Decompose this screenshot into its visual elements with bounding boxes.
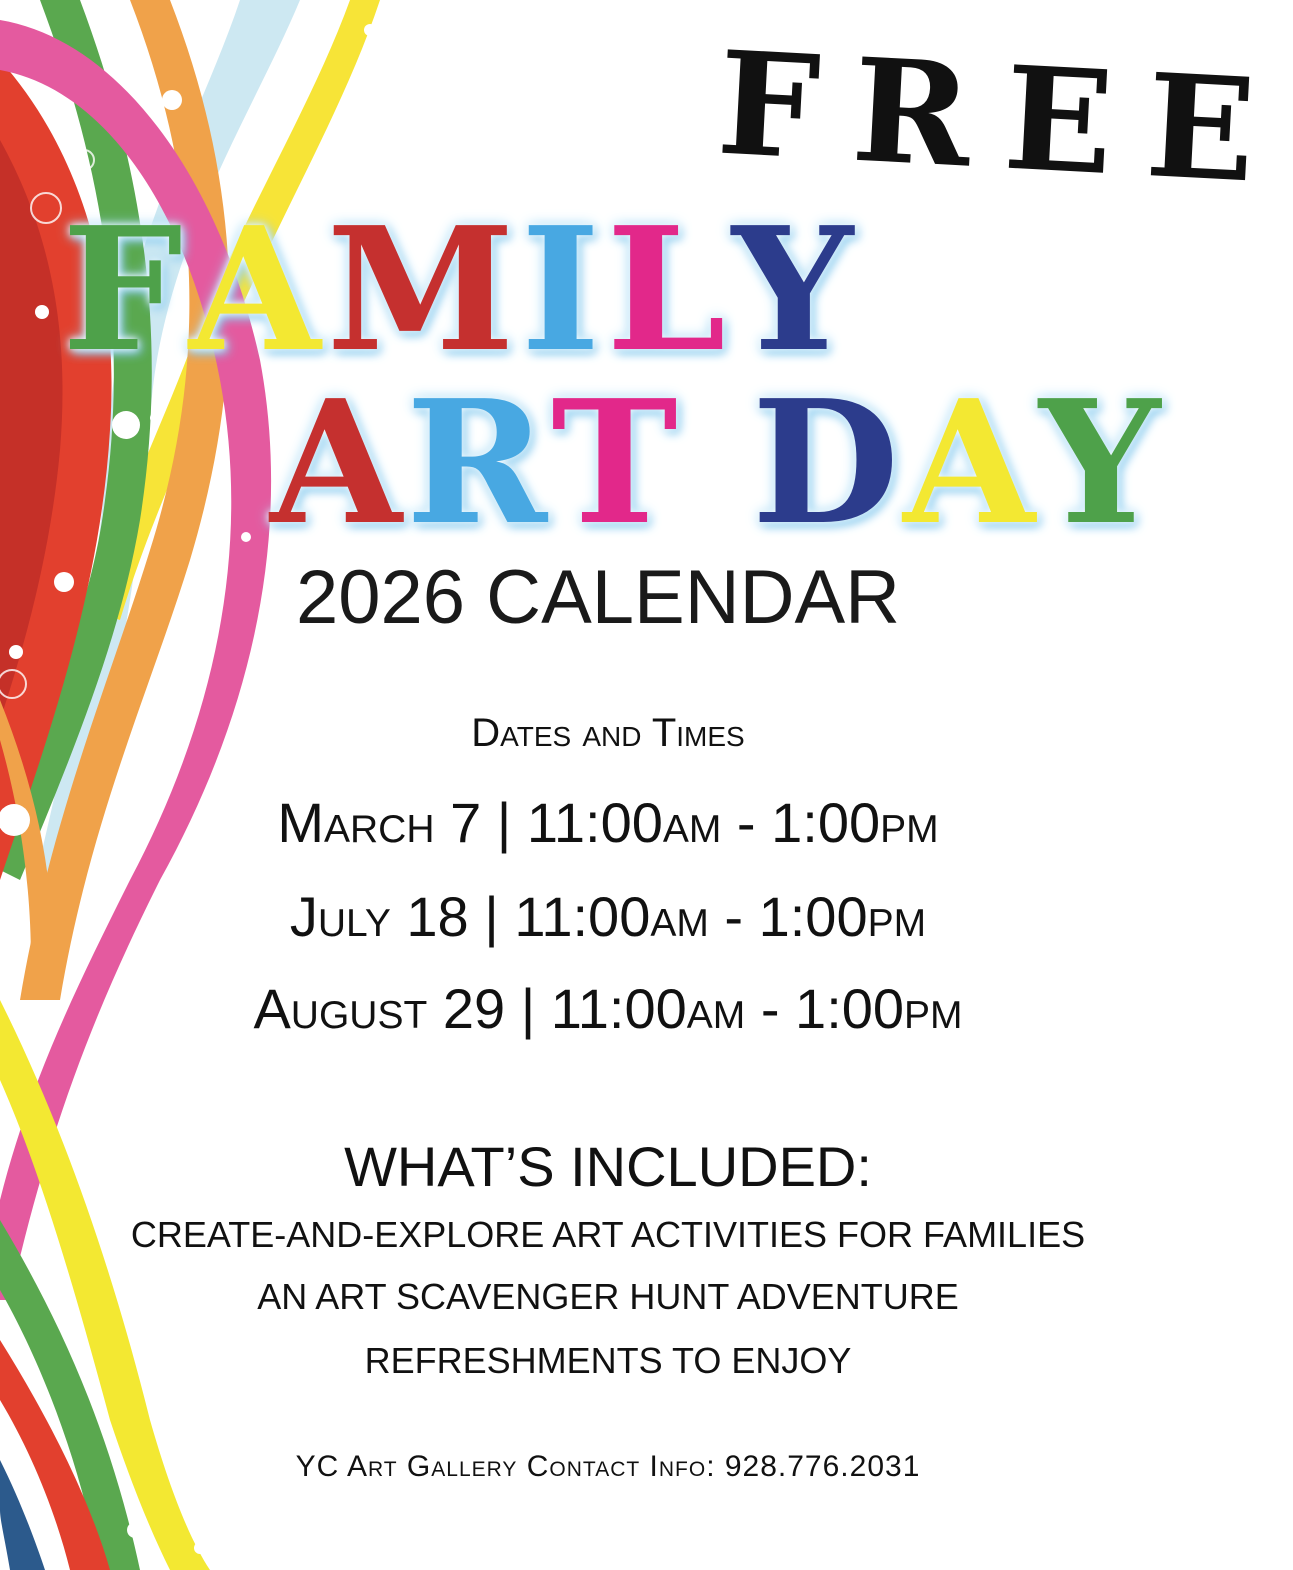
dates-heading: Dates and Times bbox=[471, 711, 745, 755]
date-row-march: March 7 | 11:00am - 1:00pm bbox=[277, 791, 939, 854]
contact-info: YC Art Gallery Contact Info: 928.776.2031 bbox=[295, 1450, 921, 1483]
free-badge: FREE bbox=[713, 20, 1293, 217]
family-letter-0: F bbox=[62, 190, 189, 390]
title-family bbox=[62, 190, 860, 390]
art-letter-0: A bbox=[270, 363, 406, 563]
date-row-july: July 18 | 11:00am - 1:00pm bbox=[289, 885, 927, 948]
included-item-scavenger-hunt: AN ART SCAVENGER HUNT ADVENTURE bbox=[257, 1276, 959, 1317]
day-letter-2: Y bbox=[1039, 363, 1165, 563]
art-letter-1: R bbox=[405, 363, 552, 563]
included-item-refreshments: REFRESHMENTS TO ENJOY bbox=[364, 1340, 852, 1381]
included-item-activities: CREATE-AND-EXPLORE ART ACTIVITIES FOR FAMILIES bbox=[130, 1214, 1086, 1255]
calendar-subtitle: 2026 CALENDAR bbox=[296, 555, 901, 640]
family-letter-4: L bbox=[606, 190, 732, 390]
title-art-day bbox=[270, 363, 1165, 563]
day-letter-1: A bbox=[903, 363, 1040, 563]
family-letter-1: A bbox=[188, 190, 327, 390]
family-letter-5: Y bbox=[731, 190, 860, 390]
included-heading: WHAT’S INCLUDED: bbox=[344, 1135, 872, 1198]
family-letter-3: I bbox=[520, 190, 607, 390]
family-letter-2: M bbox=[326, 190, 521, 390]
day-letter-0: D bbox=[751, 363, 904, 563]
art-letter-2: T bbox=[551, 363, 682, 563]
date-row-august: August 29 | 11:00am - 1:00pm bbox=[253, 977, 963, 1040]
